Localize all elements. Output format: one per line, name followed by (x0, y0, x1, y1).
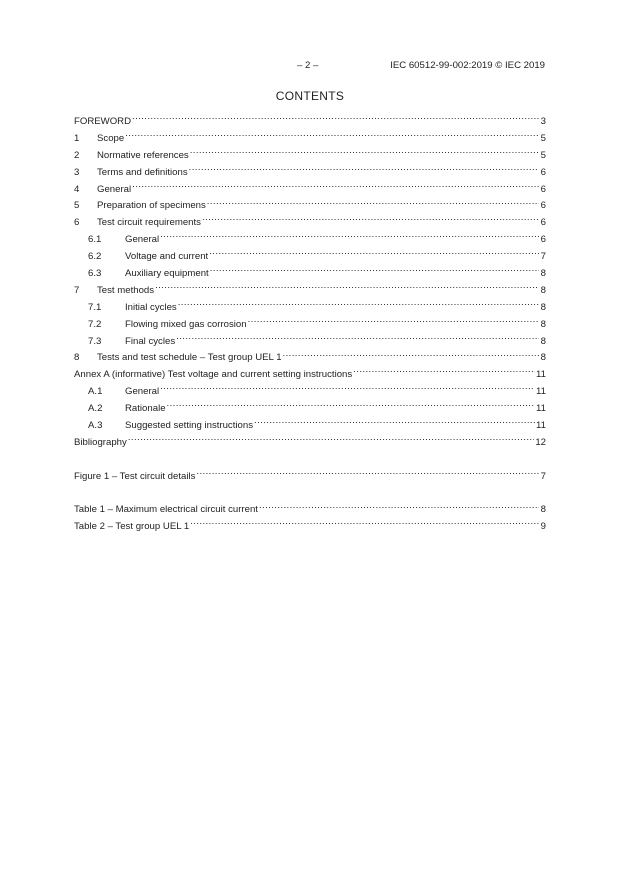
toc-entry-4[interactable] (74, 182, 546, 199)
spacer (74, 452, 546, 469)
toc-label: General (125, 386, 160, 398)
toc-page: 6 (540, 234, 546, 246)
toc-number: 2 (74, 149, 80, 161)
toc-page: 11 (536, 386, 546, 398)
table-entry-2[interactable] (74, 519, 546, 536)
toc-leader (190, 148, 539, 158)
toc-label: Bibliography (74, 436, 127, 448)
toc-label: Auxiliary equipment (125, 268, 209, 280)
toc-label: Initial cycles (125, 301, 177, 313)
toc-number: 6.1 (88, 234, 102, 246)
toc-page: 8 (540, 318, 546, 330)
toc-leader (189, 165, 539, 175)
toc-leader (160, 384, 535, 394)
toc-label: General (97, 183, 132, 195)
toc-leader (155, 283, 539, 293)
toc-leader (128, 435, 535, 445)
toc-page: 5 (540, 132, 546, 144)
toc-page: 8 (540, 268, 546, 280)
toc-leader (178, 300, 539, 310)
toc-number: 7.2 (88, 318, 102, 330)
toc-label: Annex A (informative) Test voltage and current setting instructions (74, 369, 353, 381)
toc-leader (167, 401, 535, 411)
toc-leader (125, 131, 539, 141)
toc-entry-annex-a[interactable] (74, 367, 546, 384)
toc-number: 6.2 (88, 251, 102, 263)
toc-leader (207, 198, 539, 208)
toc-number: A.3 (88, 420, 103, 432)
spacer (74, 486, 546, 503)
toc-page: 11 (536, 369, 546, 381)
toc-label: Rationale (125, 403, 166, 415)
table-page: 8 (540, 504, 546, 516)
toc-number: 1 (74, 132, 80, 144)
toc-entry-7[interactable] (74, 283, 546, 300)
table-page: 9 (540, 521, 546, 533)
toc-entry-6-3[interactable] (74, 266, 546, 283)
toc-entry-7-1[interactable] (74, 300, 546, 317)
toc-leader (132, 182, 539, 192)
figure-label: Figure 1 – Test circuit details (74, 470, 196, 482)
toc-page: 8 (540, 352, 546, 364)
table-label: Table 1 – Maximum electrical circuit current (74, 504, 258, 516)
figure-entry-1[interactable] (74, 469, 546, 486)
toc-label: Scope (97, 132, 125, 144)
toc-entry-2[interactable] (74, 148, 546, 165)
toc-leader (283, 350, 539, 360)
toc-leader (176, 334, 539, 344)
toc-number: 5 (74, 200, 80, 212)
toc-entry-1[interactable] (74, 131, 546, 148)
toc-entry-3[interactable] (74, 165, 546, 182)
toc-entry-8[interactable] (74, 350, 546, 367)
toc-leader (353, 367, 535, 377)
toc-page: 5 (540, 149, 546, 161)
toc-number: A.2 (88, 403, 103, 415)
toc-number: 7.3 (88, 335, 102, 347)
toc-page: 12 (535, 436, 546, 448)
toc-leader (160, 232, 539, 242)
toc-label: General (125, 234, 160, 246)
toc-label: Test methods (97, 284, 155, 296)
toc-page: 8 (540, 301, 546, 313)
toc-number: A.1 (88, 386, 103, 398)
toc-page: 7 (540, 251, 546, 263)
toc-number: 4 (74, 183, 80, 195)
document-id: IEC 60512-99-002:2019 © IEC 2019 (390, 60, 545, 71)
table-label: Table 2 – Test group UEL 1 (74, 521, 190, 533)
toc-leader (254, 418, 535, 428)
toc-page: 11 (536, 403, 546, 415)
toc-label: FOREWORD (74, 116, 132, 127)
toc-leader (190, 519, 539, 529)
figure-page: 7 (540, 470, 546, 482)
toc-number: 6.3 (88, 268, 102, 280)
toc-number: 3 (74, 166, 80, 178)
toc-page: 11 (536, 420, 546, 432)
toc-leader (209, 249, 539, 259)
toc-entry-6[interactable] (74, 215, 546, 232)
toc-number: 8 (74, 352, 80, 364)
toc-leader (202, 215, 539, 225)
toc-leader (210, 266, 539, 276)
toc-page: 8 (540, 284, 546, 296)
toc-leader (196, 469, 539, 479)
toc-entry-6-1[interactable] (74, 232, 546, 249)
toc-number: 7 (74, 284, 80, 296)
page-header (0, 60, 620, 74)
toc-page: 6 (540, 200, 546, 212)
toc-label: Preparation of specimens (97, 200, 206, 212)
table-of-contents (74, 114, 546, 536)
toc-page: 6 (540, 183, 546, 195)
toc-leader (132, 114, 539, 124)
toc-entry-a-3[interactable] (74, 418, 546, 435)
table-entry-1[interactable] (74, 502, 546, 519)
toc-entry-a-1[interactable] (74, 384, 546, 401)
toc-label: Normative references (97, 149, 189, 161)
toc-label: Tests and test schedule – Test group UEL 1 (97, 352, 282, 364)
toc-entry-bibliography[interactable] (74, 435, 546, 452)
toc-page: 6 (540, 166, 546, 178)
toc-entry-7-3[interactable] (74, 334, 546, 351)
toc-page: 3 (540, 116, 546, 127)
toc-number: 7.1 (88, 301, 102, 313)
toc-number: 6 (74, 217, 80, 229)
toc-label: Flowing mixed gas corrosion (125, 318, 247, 330)
toc-leader (248, 317, 539, 327)
toc-entry-6-2[interactable] (74, 249, 546, 266)
toc-label: Terms and definitions (97, 166, 188, 178)
toc-entry-foreword[interactable] (74, 114, 546, 131)
toc-entry-a-2[interactable] (74, 401, 546, 418)
toc-label: Voltage and current (125, 251, 209, 263)
toc-page: 8 (540, 335, 546, 347)
toc-label: Final cycles (125, 335, 176, 347)
toc-page: 6 (540, 217, 546, 229)
toc-leader (259, 502, 539, 512)
toc-entry-5[interactable] (74, 198, 546, 215)
toc-label: Test circuit requirements (97, 217, 201, 229)
toc-label: Suggested setting instructions (125, 420, 253, 432)
contents-title: CONTENTS (275, 89, 345, 103)
page-number: – 2 – (297, 60, 319, 71)
toc-entry-7-2[interactable] (74, 317, 546, 334)
